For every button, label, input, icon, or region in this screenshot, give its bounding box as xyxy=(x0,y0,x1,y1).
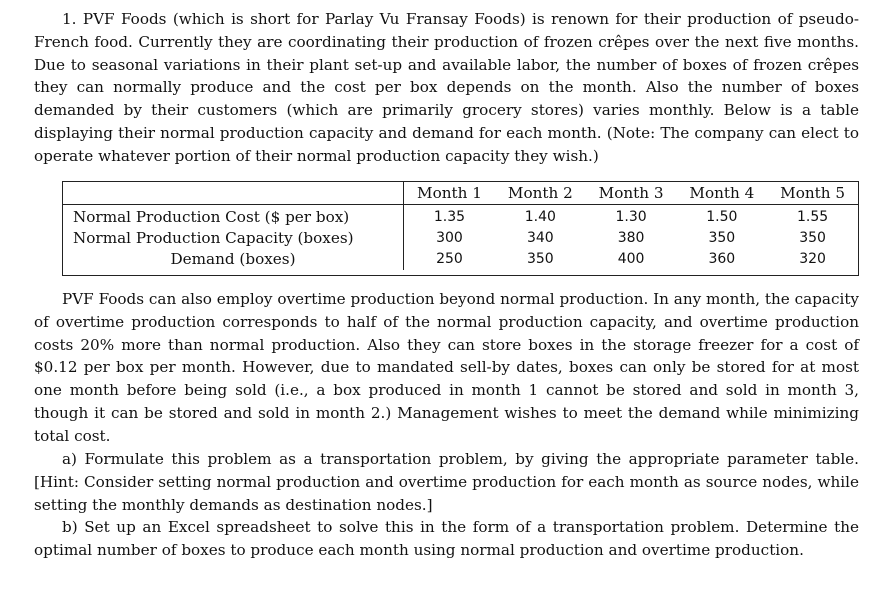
table-cell: 250 xyxy=(436,251,463,267)
part-a-paragraph: a) Formulate this problem as a transportation problem, by giving the appropriate parameter table. [Hint: Consider setting normal production and overtime production for each month as source nodes, while setting the monthly demands as destination nodes.] xyxy=(34,450,859,514)
month-header: Month 1 xyxy=(404,182,495,205)
row-label-capacity: Normal Production Capacity (boxes) xyxy=(63,228,404,249)
part-b-paragraph: b) Set up an Excel spreadsheet to solve this in the form of a transportation problem. Determine the optimal number of boxes to produce each month using normal production and overtime production. xyxy=(34,518,859,559)
table-cell: 1.40 xyxy=(524,209,556,225)
table-cell: 350 xyxy=(799,230,826,246)
table-cell: 300 xyxy=(436,230,463,246)
month-header: Month 3 xyxy=(586,182,677,205)
table-cell: 340 xyxy=(526,230,554,246)
table-cell: 350 xyxy=(708,230,736,246)
table-cell: 350 xyxy=(526,251,554,267)
table-cell: 1.35 xyxy=(433,209,466,225)
table-cell: 320 xyxy=(799,251,826,267)
month-header: Month 5 xyxy=(767,182,858,205)
table-cell: 1.30 xyxy=(615,209,647,225)
table-cell: 400 xyxy=(617,251,645,267)
table-header-row xyxy=(63,182,858,205)
row-label-cost: Normal Production Cost ($ per box) xyxy=(63,205,404,229)
month-header: Month 4 xyxy=(676,182,767,205)
body-paragraph: PVF Foods can also employ overtime production beyond normal production. In any month, the capacity of overtime production corresponds to half of the normal production capacity, and overtime production costs 20% more than normal production. Also they can store boxes in the storage freezer for a cost of $0.12 per box per month. However, due to mandated sell-by dates, boxes can only be stored for at most one month before being sold (i.e., a box produced in month 1 cannot be stored and sold in month 3, though it can be stored and sold in month 2.) Management wishes to meet the demand while minimizing total cost. xyxy=(34,290,859,445)
row-label-demand: Demand (boxes) xyxy=(63,249,404,270)
table-cell: 380 xyxy=(617,230,645,246)
table-cell: 1.50 xyxy=(706,209,738,225)
table-cell: 1.55 xyxy=(797,209,829,225)
table-cell: 360 xyxy=(708,251,736,267)
intro-paragraph: 1. PVF Foods (which is short for Parlay Vu Fransay Foods) is renown for their production of pseudo-French food. Currently they are coordinating their production of frozen crêpes over the next five months. Due to seasonal variations in their plant set-up and available labor, the number of boxes of frozen crêpes they can normally produce and the cost per box depends on the month. Also the number of boxes demanded by their customers (which are primarily grocery stores) varies monthly. Below is a table displaying their normal production capacity and demand for each month. (Note: The company can elect to operate whatever portion of their normal production capacity they wish.) xyxy=(34,10,859,165)
production-table xyxy=(62,181,859,276)
table-row-capacity xyxy=(63,228,858,249)
month-header: Month 2 xyxy=(495,182,586,205)
table-row-cost xyxy=(63,205,858,229)
table-row-demand xyxy=(63,249,858,270)
table-corner-cell xyxy=(63,182,404,205)
